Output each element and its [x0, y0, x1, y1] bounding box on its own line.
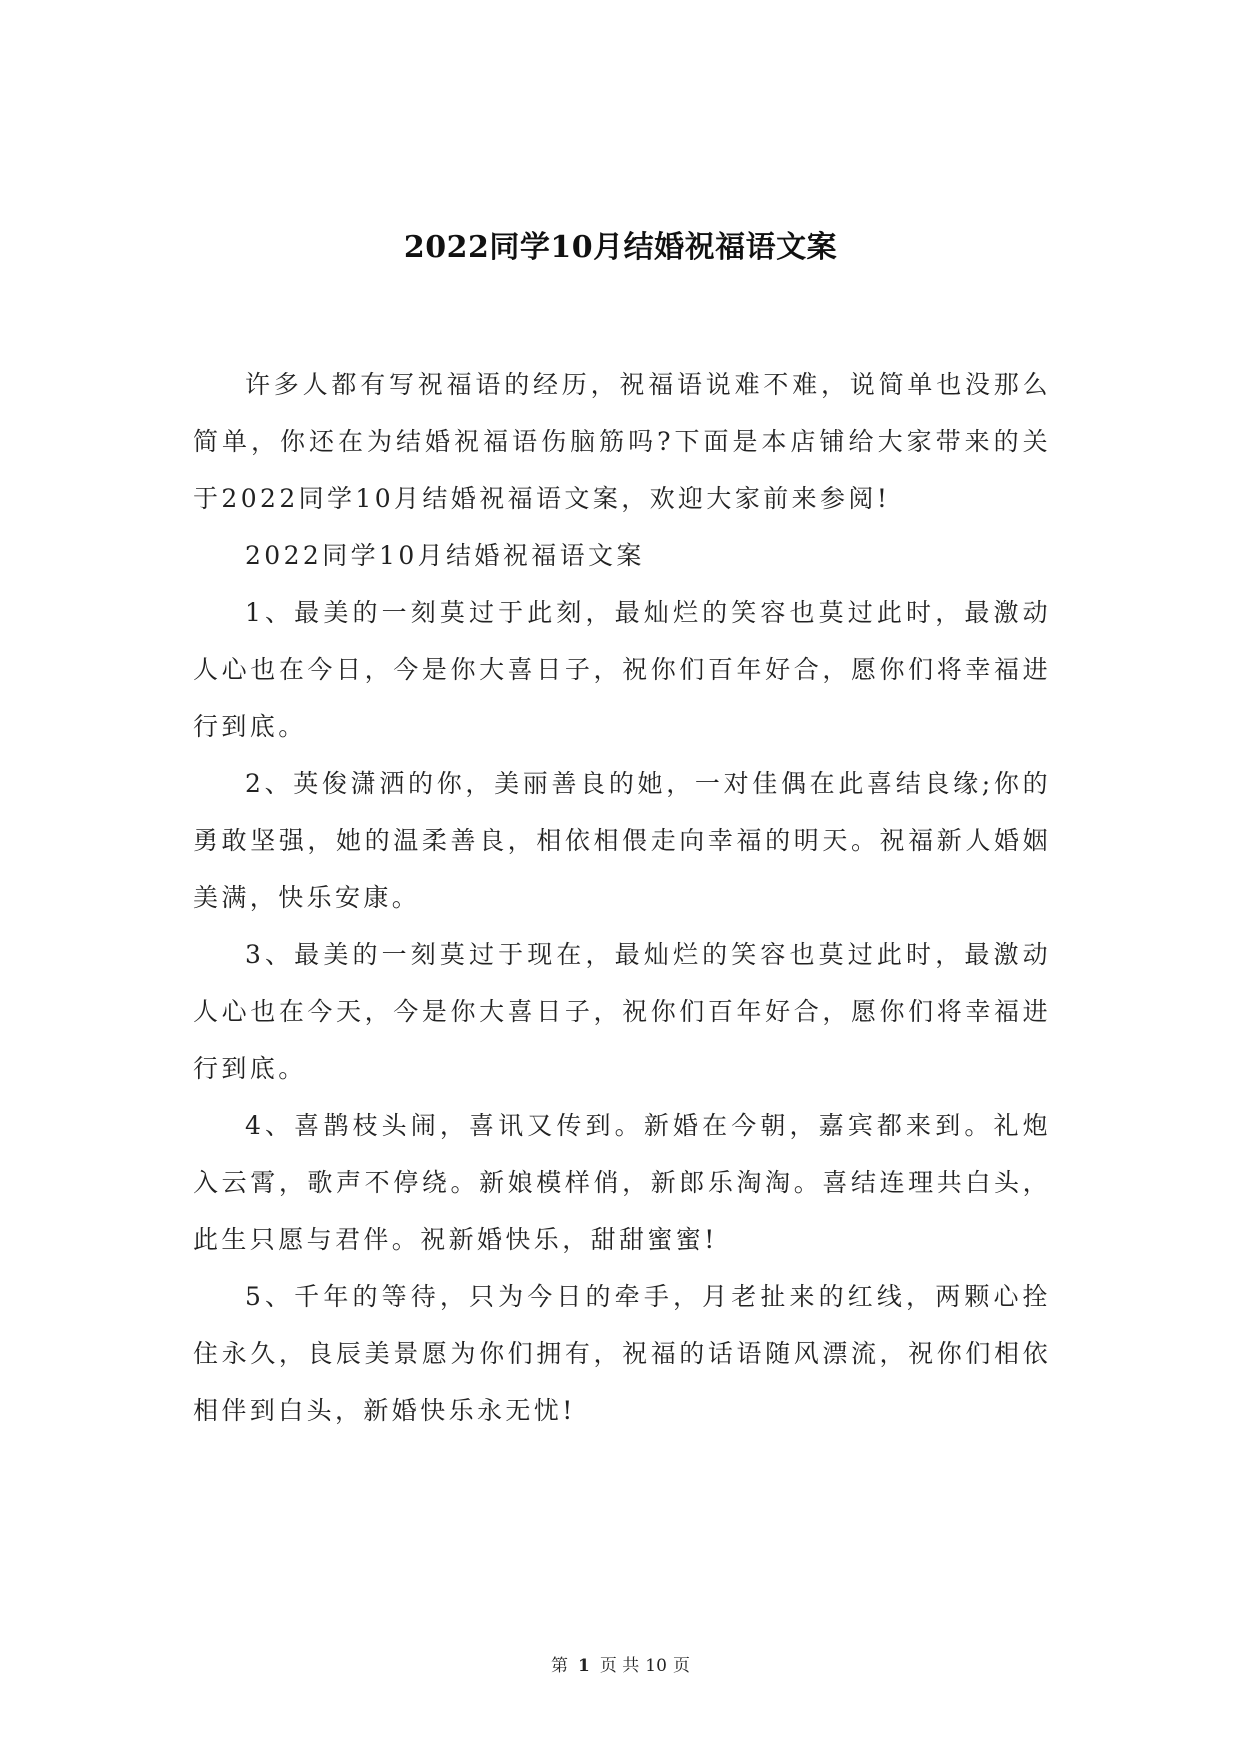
- blessing-paragraph-5: 5、千年的等待，只为今日的牵手，月老扯来的红线，两颗心拴住永久，良辰美景愿为你们拥有，祝福的话语随风漂流，祝你们相依相伴到白头，新婚快乐永无忧!: [193, 1282, 1051, 1425]
- footer-prefix: 第: [551, 1656, 569, 1676]
- blessing-paragraph-2: 2、英俊潇洒的你，美丽善良的她，一对佳偶在此喜结良缘;你的勇敢坚强，她的温柔善良，相依相偎走向幸福的明天。祝福新人婚姻美满，快乐安康。: [193, 769, 1051, 912]
- footer-page-number: 1: [578, 1656, 590, 1676]
- blessing-paragraph-4: 4、喜鹊枝头闹，喜讯又传到。新婚在今朝，嘉宾都来到。礼炮入云霄，歌声不停绕。新娘模样俏，新郎乐淘淘。喜结连理共白头，此生只愿与君伴。祝新婚快乐，甜甜蜜蜜!: [193, 1111, 1051, 1254]
- footer-total-pages: 10: [645, 1656, 667, 1676]
- footer-suffix: 页: [672, 1656, 690, 1676]
- document-title: 2022同学10月结婚祝福语文案: [403, 230, 838, 265]
- section-heading: 2022同学10月结婚祝福语文案: [245, 541, 645, 570]
- blessing-paragraph-1: 1、最美的一刻莫过于此刻，最灿烂的笑容也莫过此时，最激动人心也在今日，今是你大喜日子，祝你们百年好合，愿你们将幸福进行到底。: [193, 598, 1051, 741]
- footer-middle: 页 共: [599, 1656, 640, 1676]
- document-body: [193, 356, 1051, 1439]
- page-footer: [0, 1654, 1241, 1678]
- blessing-paragraph-3: 3、最美的一刻莫过于现在，最灿烂的笑容也莫过此时，最激动人心也在今天，今是你大喜日子，祝你们百年好合，愿你们将幸福进行到底。: [193, 940, 1051, 1083]
- intro-paragraph: 许多人都有写祝福语的经历，祝福语说难不难，说简单也没那么简单，你还在为结婚祝福语伤脑筋吗?下面是本店铺给大家带来的关于2022同学10月结婚祝福语文案，欢迎大家前来参阅!: [193, 370, 1051, 513]
